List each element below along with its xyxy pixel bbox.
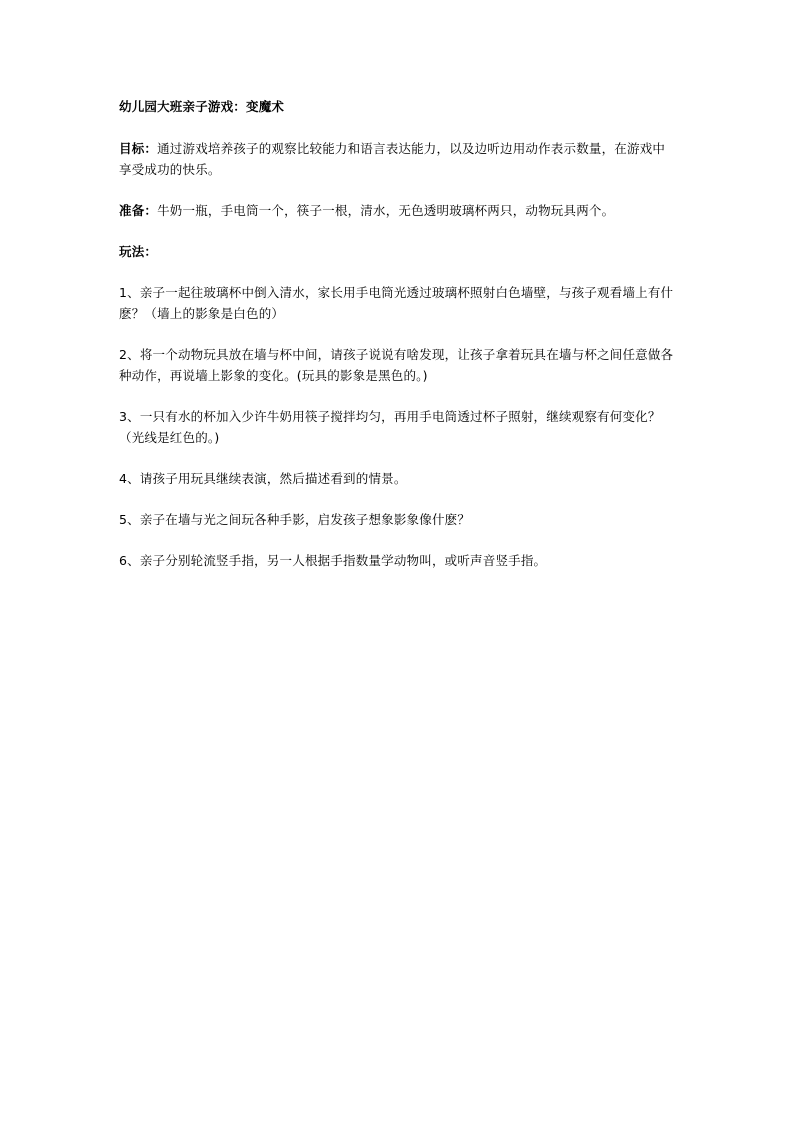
step-3: 3、一只有水的杯加入少许牛奶用筷子搅拌均匀，再用手电筒透过杯子照射，继续观察有何变化？（光线是红色的。) xyxy=(119,409,661,445)
document-page xyxy=(119,96,677,591)
prep-paragraph xyxy=(119,200,677,221)
prep-text: 牛奶一瓶，手电筒一个，筷子一根，清水，无色透明玻璃杯两只，动物玩具两个。 xyxy=(157,203,615,218)
step-6: 6、亲子分别轮流竖手指，另一人根据手指数量学动物叫，或听声音竖手指。 xyxy=(119,553,547,568)
step-2: 2、将一个动物玩具放在墙与杯中间，请孩子说说有啥发现，让孩子拿着玩具在墙与杯之间任意做各种动作，再说墙上影象的变化。(玩具的影象是黑色的。) xyxy=(119,347,674,383)
prep-label: 准备： xyxy=(119,203,158,218)
document-title: 幼儿园大班亲子游戏：变魔术 xyxy=(119,99,285,114)
step-1: 1、亲子一起往玻璃杯中倒入清水，家长用手电筒光透过玻璃杯照射白色墙壁，与孩子观看墙上有什麽？（墙上的影象是白色的） xyxy=(119,285,674,321)
goal-text: 通过游戏培养孩子的观察比较能力和语言表达能力，以及边听边用动作表示数量，在游戏中享受成功的快乐。 xyxy=(119,141,666,177)
step-4: 4、请孩子用玩具继续表演，然后描述看到的情景。 xyxy=(119,471,407,486)
step-5: 5、亲子在墙与光之间玩各种手影，启发孩子想象影象像什麽？ xyxy=(119,512,471,527)
play-label: 玩法： xyxy=(119,244,158,259)
goal-label: 目标： xyxy=(119,141,158,156)
goal-paragraph xyxy=(119,138,677,180)
